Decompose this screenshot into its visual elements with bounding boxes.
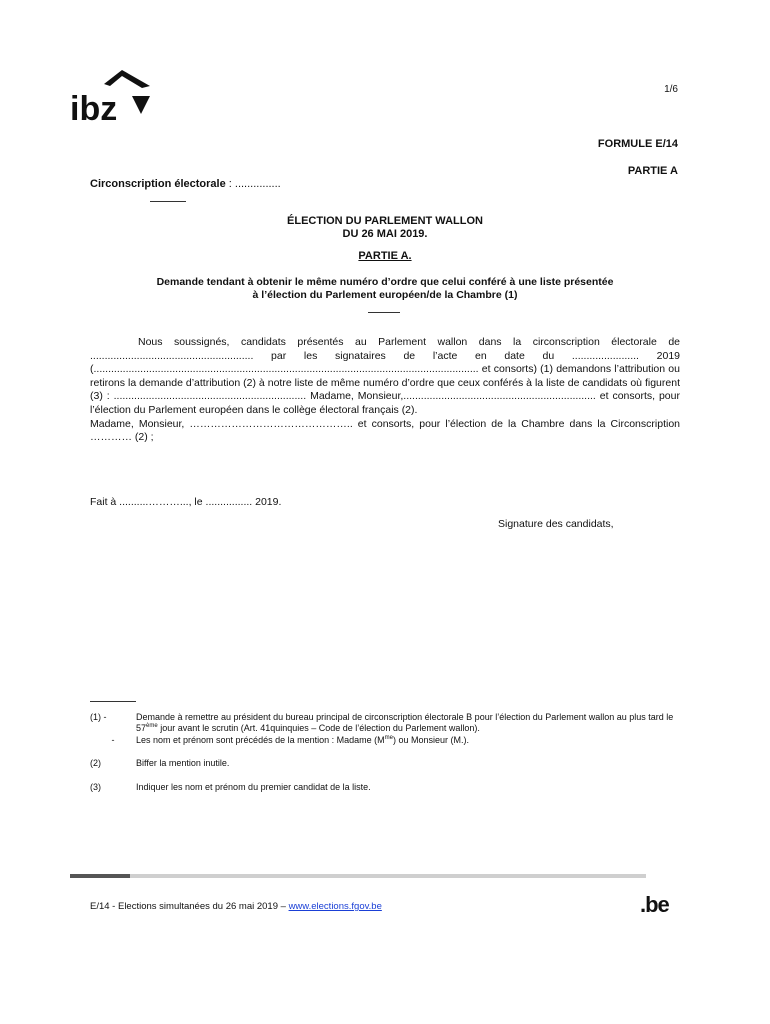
elections-link[interactable]: www.elections.fgov.be — [288, 901, 382, 912]
footnote-3-number: (3) — [90, 781, 101, 792]
body-text — [90, 336, 680, 445]
demande-heading — [90, 276, 680, 302]
footer-divider — [70, 874, 646, 878]
demande-divider — [368, 312, 400, 313]
footnote-1-sub-dash: - — [111, 734, 115, 745]
footnote-divider — [90, 701, 136, 702]
footer-label: E/14 - Elections simultanées du 26 mai 2019 – — [90, 901, 289, 912]
footnote-1-number: (1) - — [90, 712, 107, 722]
document-title — [90, 215, 680, 241]
footnote-3 — [90, 782, 682, 793]
fait-line: Fait à ..........………..., le ................ 2019. — [90, 496, 282, 508]
ibz-logo — [70, 70, 150, 122]
body-paragraph-2: Madame, Monsieur, ……………………………………….. et consorts, pour l’élection de la Chambre dans la Circonscription ………… (2) ; — [90, 417, 680, 444]
footnote-1-text — [136, 712, 682, 735]
circonscription-line — [90, 178, 281, 190]
logo-text: ibz — [70, 90, 118, 122]
footnote-1-text-b: jour avant le scrutin (Art. 41quinquies – Code de l’élection du Parlement wallon). — [157, 723, 480, 734]
footnote-1-sub-text-b: ) ou Monsieur (M.). — [392, 734, 469, 745]
partie-label: PARTIE A — [627, 165, 678, 177]
footnote-1-sub-text — [136, 735, 469, 746]
formule-label: FORMULE E/14 — [597, 138, 678, 150]
signature-label: Signature des candidats, — [498, 518, 614, 530]
title-line-1: ÉLECTION DU PARLEMENT WALLON — [287, 215, 483, 227]
be-logo: .be — [640, 892, 669, 917]
circonscription-value: : ............... — [225, 178, 281, 190]
footer-text — [90, 901, 382, 912]
footnote-1-text-a: Demande à remettre au président du bureau principal de circonscription électorale B pour l’élection du Parlement wallon au plus tard le 57 — [136, 712, 674, 734]
footnote-3-text: Indiquer les nom et prénom du premier candidat de la liste. — [136, 781, 371, 792]
partie-a-heading: PARTIE A. — [358, 250, 412, 262]
title-line-2: DU 26 MAI 2019. — [342, 228, 428, 240]
footnote-2-number: (2) — [90, 758, 101, 769]
demande-line-1: Demande tendant à obtenir le même numéro d’ordre que celui conféré à une liste présentée — [156, 276, 614, 288]
page-number: 1/6 — [664, 84, 678, 95]
footnote-1-sup: ème — [146, 723, 158, 730]
circonscription-label: Circonscription électorale — [90, 178, 226, 190]
footnotes — [90, 712, 682, 805]
circonscription-divider — [150, 201, 186, 202]
footnote-1-sub-sup: me — [384, 734, 393, 741]
footnote-2 — [90, 758, 682, 769]
footnote-2-text: Biffer la mention inutile. — [136, 758, 230, 769]
footnote-1-sub-text-a: Les nom et prénom sont précédés de la mention : Madame (M — [136, 734, 385, 745]
footnote-1 — [90, 712, 682, 746]
body-paragraph-1: Nous soussignés, candidats présentés au Parlement wallon dans la circonscription électorale de ........................................................ par les signataires de l’acte en date du ....................... 2019 (.................................................................................................................................... et consorts) (1) demandons l’attribution ou retirons la demande d’attribution (2) à notre liste de même numéro d’ordre que ceux conférés à la liste de candidats où figurent (3) : .................................................................. Madame, Monsieur,.................................................................. et consorts, pour l’élection du Parlement européen dans le collège électoral français (2). — [90, 336, 680, 416]
demande-line-2: à l’élection du Parlement européen/de la Chambre (1) — [252, 289, 518, 301]
